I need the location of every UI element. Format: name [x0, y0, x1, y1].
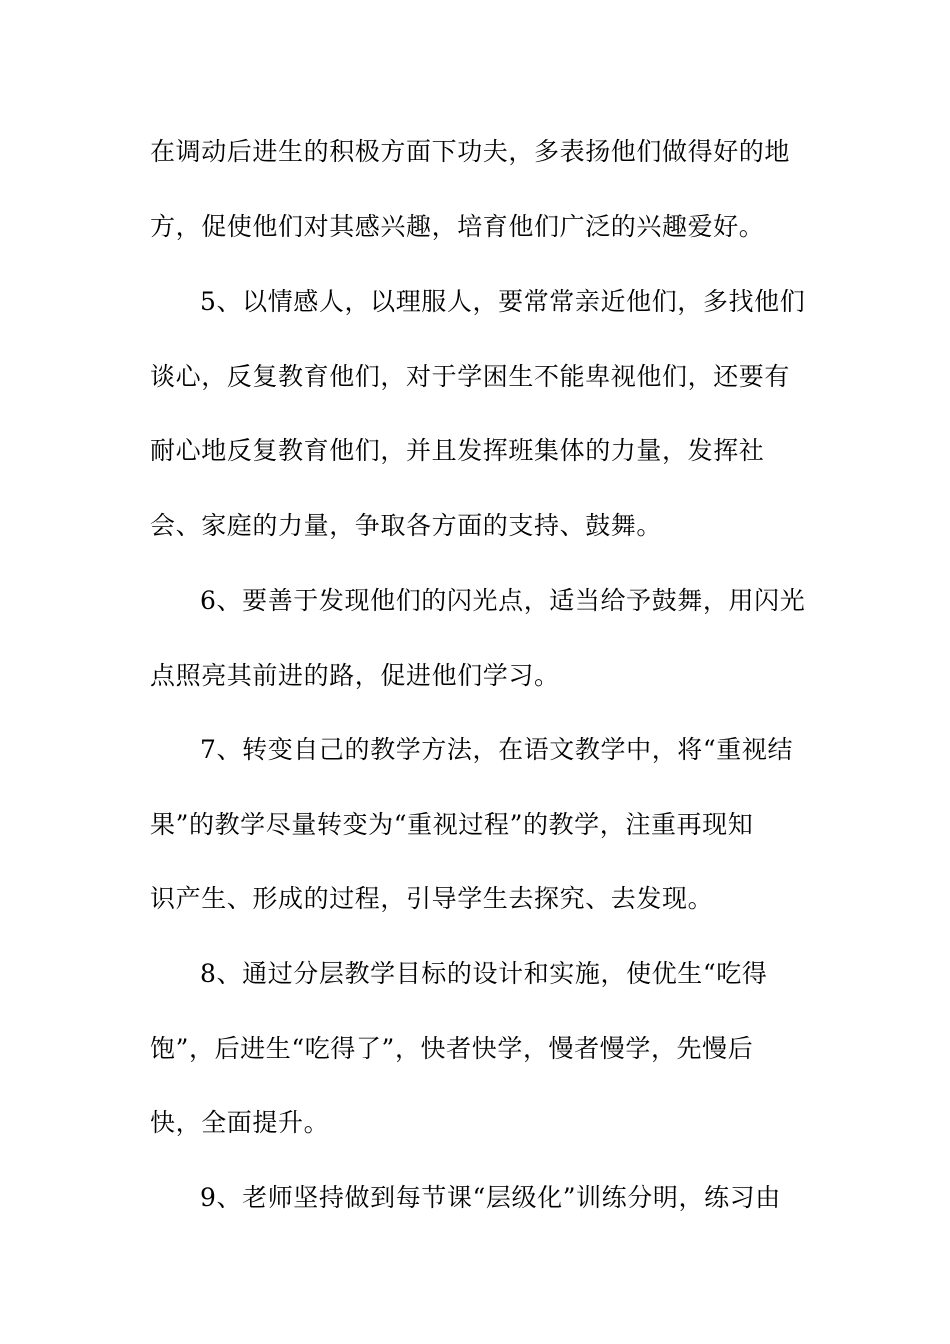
text-line: 快，全面提升。 — [150, 1108, 330, 1137]
paragraph-item-8-line: 8、通过分层教学目标的设计和实施，使优生“吃得 — [200, 959, 768, 988]
text-line: 果”的教学尽量转变为“重视过程”的教学，注重再现知 — [150, 810, 754, 839]
text-line: 识产生、形成的过程，引导学生去探究、去发现。 — [150, 884, 714, 913]
paragraph-item-5-line: 5、以情感人，以理服人，要常常亲近他们，多找他们 — [200, 287, 806, 316]
text-line: 会、家庭的力量，争取各方面的支持、鼓舞。 — [150, 511, 663, 540]
text-line: 方，促使他们对其感兴趣，培育他们广泛的兴趣爱好。 — [150, 212, 765, 241]
paragraph-item-6-line: 6、要善于发现他们的闪光点，适当给予鼓舞，用闪光 — [200, 586, 806, 615]
text-line: 谈心，反复教育他们，对于学困生不能卑视他们，还要有 — [150, 362, 791, 391]
paragraph-item-9-line: 9、老师坚持做到每节课“层级化”训练分明，练习由 — [200, 1183, 781, 1212]
text-line: 点照亮其前进的路，促进他们学习。 — [150, 661, 560, 690]
text-line: 饱”，后进生“吃得了”，快者快学，慢者慢学，先慢后 — [150, 1034, 754, 1063]
text-line: 在调动后进生的积极方面下功夫，多表扬他们做得好的地 — [150, 137, 791, 166]
paragraph-item-7-line: 7、转变自己的教学方法，在语文教学中，将“重视结 — [200, 735, 794, 764]
text-line: 耐心地反复教育他们，并且发挥班集体的力量，发挥社 — [150, 436, 765, 465]
